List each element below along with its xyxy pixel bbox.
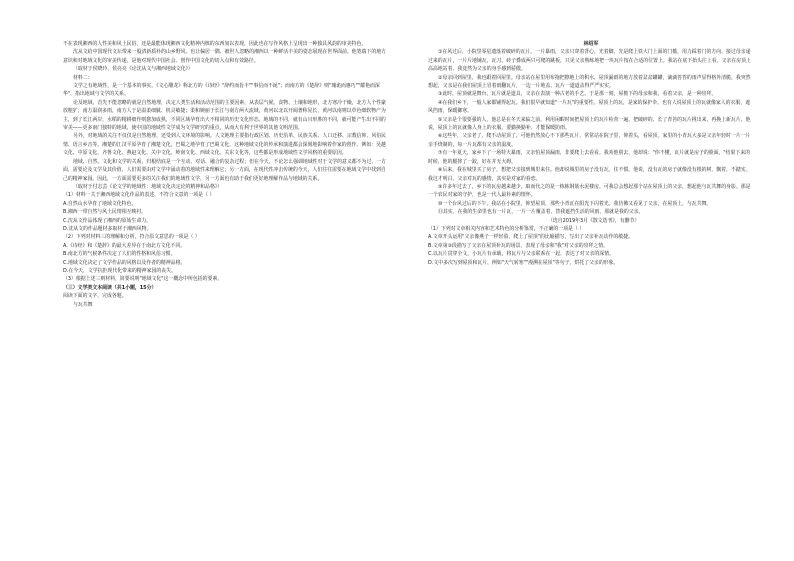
paragraph: 不在表现湘西的人性美和风土民俗，还是最能体现湘西文化精神内核的东西加以表现，因此也在写作风格上呈现出一种独具风韵的审美特色。 <box>63 41 367 47</box>
paragraph: 地域、自然、文化和文学的关系，归根结底是一个互动、对话、融合的复杂过程；但在今天，不论怎么强调地域性对于文学的意义都不为过，一方面，需要论及文学及其价值，人们需要由对文学中涌动着的地域性来理解它；另一方面，在现代性冲击传统的今天，人们往往需要在地域文学中找到自己的精神家园。因此，一方面需要更多的关注我们的地域性文学，另一方面也有助于我们更好地理解作品与地域的关系。 <box>63 158 387 182</box>
paragraph: ②母亲回到屋里，我也跟着回屋里。母亲站在屋里用布拖把擦地上的积水，屋顶漏雨的地方放着盆盆罐罐，滴滴答答的雨声显得格外清脆。我突然想起，父亲是在我们屋顶上冒着雨翻瓦片，一边一片地盖，瓦片一道道盖得严严实实。 <box>428 74 751 90</box>
paragraph: D.在今天，文学抗拒现代化带来的精神家园的丧失。 <box>63 267 176 274</box>
paragraph: 材料二： <box>73 74 93 81</box>
paragraph: B.湘西一带自然与风土民情相互映衬。 <box>63 209 147 216</box>
paragraph: （3）根据上述三则材料，简要说明"地域文化"这一概念中所包括的要素。 <box>63 276 223 283</box>
paragraph: （取材于侯晓玲、侯亮亮《论沈从文与湘西地域文化》） <box>73 66 193 73</box>
paragraph: ④在我们乡下，一般人家都铺得起瓦。我们很早就知道"一片瓦"的重要性。屋顶上的瓦，是家的保护伞，也有人说屋顶上的瓦就像家人的衣服，遮风挡雨，保暖御寒。 <box>428 99 751 115</box>
paragraph: ⑦有一年夏天，家乡下了一场特大暴雨，父亲怕屋顶漏雨，非要爬上去看看。我劝他别去，他却说："你不懂，瓦片就是房子的脸面。"结果下来的时候，他的腿摔了一跤，好在并无大碍。 <box>428 150 751 165</box>
paragraph: 与瓦共舞 <box>73 301 93 308</box>
paragraph: 论及地域，首先不能忽略的就是自然地理，决定人类生活和活动范围的主要因素，从表层气候、食物、土壤和地形，北方寒冷干燥，北方人个性豪放粗犷；南方温润多雨，南方人于是温柔细腻、机灵敏捷；柔和婉丽于长江与南方两大流域，黄河以北以开阔著称见长，黄河以南则以草色细软物产为主，到了长江两岸，水稻的精耕细作则愈加成熟，不同区域孕育出大不相同的历史文化形态。地域的不同，就有山川形胜的不同，就可能产生出不同的审美——更多南门独特的地域，使中国的地域性文学成为文学研究的重点，从而大有利于世界的其他文明范围。 <box>63 99 387 132</box>
paragraph: （2）下列对材料三的理解和分析，符合原文意思的一项是（ ） <box>63 234 200 241</box>
paragraph: B.文章第③段描写了父亲在屋顶补瓦的场景，表现了母亲和"我"对父亲的崇拜之情。 <box>428 242 609 249</box>
paragraph: ⑧后来，我在城里买了房子，想把父亲接到城里来住。他却说城里的房子没有瓦，住不惯。他说，没有瓦的房子就像没有根的树，飘着，不踏实。我这才明白，父亲对瓦的感情，其实是对家的眷恋。 <box>428 167 751 182</box>
paragraph: D.沈从文的作品题材多取材于湘西风物。 <box>63 225 152 232</box>
paragraph: 另外，对地域的关注不仅仅是自然地理，还受到人文环境的影响。人文地理主要指行政区划、历史沿革、民族关系、人口迁移、宗教信仰、风俗民情、语言乡音等。湘楚的江汉平原孕育了湘楚文化，巴蜀之地孕育了巴蜀文化，这种地域文化的传承和演进都会深刻地影响着作家的创作。例如：吴越文化、中原文化、齐鲁文化、燕赵文化、关中文化、岭南文化、西域文化、关东文化等，这些都是形成地域性文学风格的重要原因。 <box>63 133 387 157</box>
paragraph: A.自然山水孕育了地域文化特色。 <box>63 200 137 207</box>
paragraph: 沈从文给中国现代文坛带来一股清新质朴的山乡野风，也让偏居一隅、被世人忽略的湘西以一种鲜活丰美的姿态展现在世界面前。他笔端下的地方意识和对地域文化的审美传递，是他对现代中国社会、创作中国文化的切入点和有效路径。 <box>63 49 387 64</box>
paragraph: ⑤父亲是个很要强的人，他总是在冬天来临之前，利用闲暇时间把屋顶上的瓦片检查一遍，把破碎的、长了青苔的瓦片挑出来，再换上新瓦片。他说，屋顶上的瓦就像人身上的衣服，要勤换勤补，才能保暖防雨。 <box>428 116 751 132</box>
paragraph: （取材于付志芸《论文学的地域性：地域文化决定论的精神和品格》） <box>73 183 223 190</box>
paragraph: B.南北方的气候条件决定了人们的性格和风俗习惯。 <box>63 251 176 258</box>
paragraph: ⑥这些年，父亲老了，爬不动屋顶了。可他仍然放心不下那些瓦片，常常站在院子里，仰着头，看屋顶。家里的小青瓦大多是父亲年轻时一片一片亲手烧制的，每一片瓦都有父亲的温度。 <box>428 133 751 148</box>
paragraph: ①在风过后，小院里零星遗落着破碎的瓦片。一片暴雨，父亲只穿着背心，光着脚，先是爬上铁大门上面的门槛，用力踩着门的方向，接过母亲递过来的瓦片，一片片地铺瓦，瓦刀、砖子叠成两只可爬的跳板，只见父亲熟练地把一块瓦片按在合适的位置上。我站在底下抬头往上看，父亲在房顶上高高地站着，我竟然为父亲的身手感到骄傲。 <box>428 49 751 73</box>
paragraph: 林绍军 <box>583 41 599 47</box>
paragraph: （1）下列对文章相关内容和艺术特色的分析鉴赏，不正确的一项是（ ） <box>428 225 585 232</box>
right-column <box>428 40 754 561</box>
paragraph: C.地域文化决定了文学作品的风格以及作者的精神品格。 <box>63 259 186 266</box>
paragraph: （三）文学类文本阅读（共1小题，15分） <box>63 284 157 291</box>
paragraph: ⑨许多年过去了，乡下的瓦房越来越少，取而代之的是一栋栋钢筋水泥楼房。可我总会想起那个站在屋顶上的父亲，想起他与瓦共舞的身影。那是一个农民对家的守护，也是一代人最朴素的情怀。 <box>428 183 751 199</box>
paragraph: D.文中多次写到屋顶和瓦片，例如"天气转寒""漫溯在屋顶"等句子，烘托了父亲的形象。 <box>428 259 619 266</box>
paragraph: （选自2019年3月《散文选刊》，有删节） <box>548 217 640 224</box>
paragraph: ⑩一个台风过后的下午，我站在小院里，仰望屋顶，那些小青瓦在阳光下闪着光。我仿佛又看见了父亲，在屋顶上，与瓦共舞。 <box>438 200 712 207</box>
paragraph: C.以瓦片贯穿全文，小瓦片有承载，将瓦片与父亲联系在一起，表达了对父亲的深情。 <box>428 251 614 258</box>
paragraph: ③此时，屋顶就是舞台，瓦片就是道具，父亲在表演一种古老的手艺。于是那一刻，屋檐下的母亲和我，看着父亲，是一种崇拜。 <box>438 91 717 98</box>
paragraph: 文学之有地域性，是一个基本的事实。《文心雕龙》称北方的《诗经》"辞约而旨丰""事信而不诞"；而南方的《楚辞》则"瑰诡而惠巧""耀艳而深华"，指出地域与文学的关系。 <box>63 83 380 98</box>
paragraph: 阅读下面的文字，完成各题。 <box>63 293 127 300</box>
paragraph: C.沈从文作品体现了湘西的原始生命力。 <box>63 217 152 224</box>
left-column <box>63 40 388 561</box>
paragraph: A.文章开头运用"父亲像燕子一样轻盈，爬上了屋顶"的比喻描写，写出了父亲补瓦动作的敏捷。 <box>428 234 633 241</box>
paragraph: （1）材料一关于湘西地域文化作品的表述，不符合文意的一项是（ ） <box>63 192 215 199</box>
paragraph: ⑪其实，在我的生命里也有一片瓦，一片一片覆盖着，替我遮挡生活的风雨，那就是我的父亲。 <box>438 209 644 216</box>
paragraph: A.《诗经》和《楚辞》的最大差异在于南北方文化不同。 <box>63 242 186 249</box>
